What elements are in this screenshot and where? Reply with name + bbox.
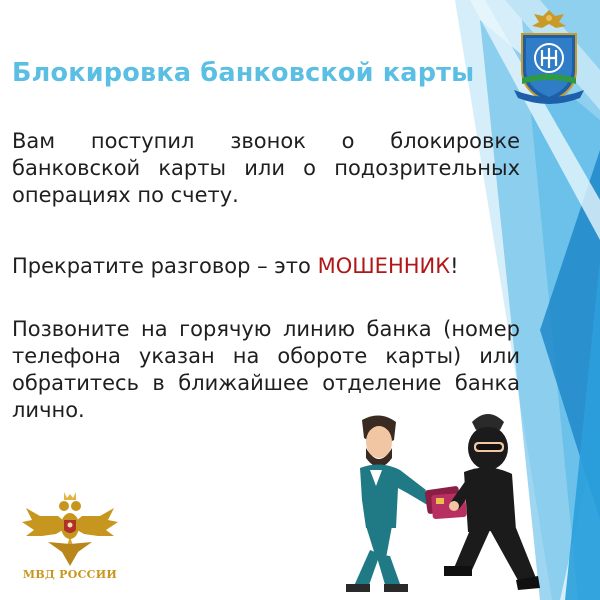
fraudster-highlight: МОШЕННИК [317,254,451,278]
warning-text [12,253,520,280]
regional-police-emblem-icon [512,8,586,108]
mvd-eagle-emblem-icon [18,486,122,572]
call-description-text: Вам поступил звонок о блокировке банковской карты или о подозрительных операциях по счету. [12,129,520,207]
page-title: Блокировка банковской карты [12,58,475,88]
mvd-caption: МВД РОССИИ [22,568,118,581]
warning-text-after: ! [450,254,459,278]
advice-text: Позвоните на горячую линию банка (номер телефона указан на обороте карты) или обратитесь в ближайшее отделение банка лично. [12,317,520,422]
warning-text-before: Прекратите разговор – это [12,254,318,278]
fraudster-stealing-card-icon [340,408,540,598]
